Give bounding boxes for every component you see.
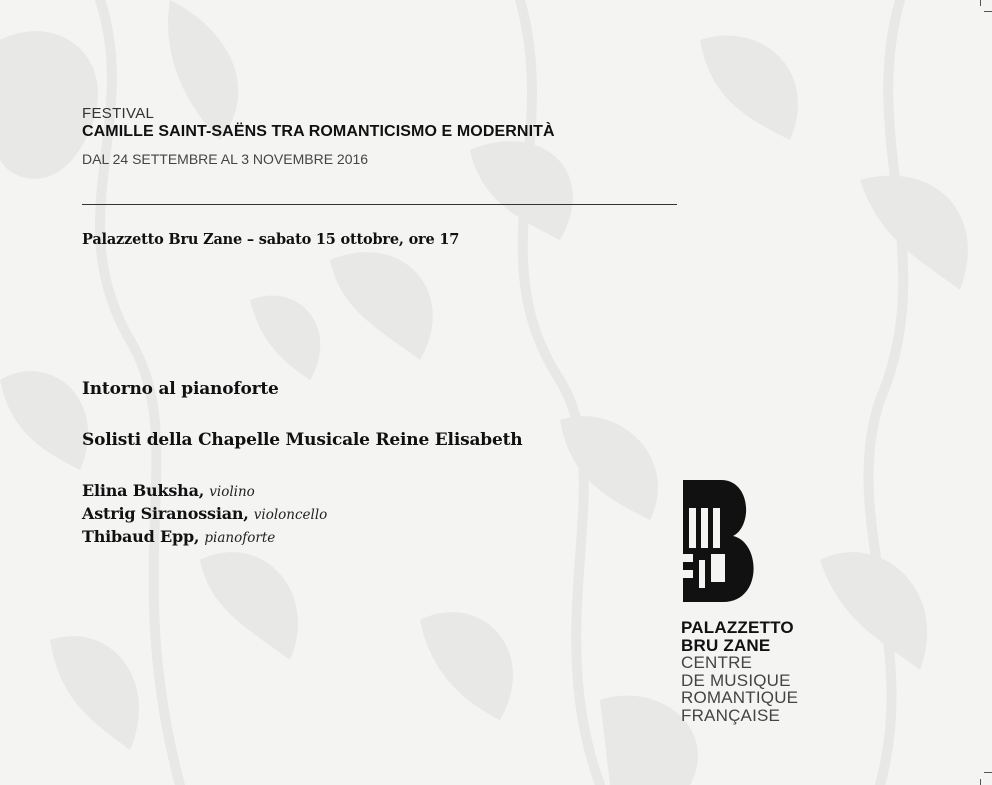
crop-mark-bottom: [980, 779, 981, 785]
performer-item: [82, 480, 327, 503]
performer-name: Elina Buksha,: [82, 481, 205, 500]
crop-mark-top: [980, 0, 981, 6]
festival-title: CAMILLE SAINT-SAËNS TRA ROMANTICISMO E MODERNITÀ: [82, 123, 555, 140]
logo-line-francaise: FRANÇAISE: [681, 705, 781, 725]
palazzetto-b-icon: [681, 480, 761, 602]
logo-line-de-musique: DE MUSIQUE: [681, 670, 791, 690]
performer-item: [82, 526, 327, 549]
performer-name: Astrig Siranossian,: [82, 504, 249, 523]
venue-date-line: Palazzetto Bru Zane – sabato 15 ottobre, ore 17: [82, 231, 460, 248]
logo-wordmark: [681, 619, 798, 724]
performer-item: [82, 503, 327, 526]
logo-line-centre: CENTRE: [681, 653, 753, 672]
performer-instrument: violino: [209, 484, 255, 500]
program-title: Intorno al pianoforte: [82, 379, 279, 399]
header-divider: [82, 204, 677, 205]
crop-mark-bottom-right: [984, 772, 992, 773]
logo-line-palazzetto: PALAZZETTO: [681, 618, 794, 637]
performer-name: Thibaud Epp,: [82, 527, 200, 546]
logo-line-bru-zane: BRU ZANE: [681, 635, 771, 655]
ensemble-name: Solisti della Chapelle Musicale Reine Elisabeth: [82, 430, 523, 450]
performer-instrument: pianoforte: [204, 530, 276, 546]
logo-line-romantique: ROMANTIQUE: [681, 688, 799, 707]
crop-mark-top-right: [984, 11, 992, 12]
festival-dates: DAL 24 SETTEMBRE AL 3 NOVEMBRE 2016: [82, 151, 369, 167]
performer-list: [82, 480, 327, 549]
performer-instrument: violoncello: [253, 507, 328, 523]
festival-label: FESTIVAL: [82, 105, 155, 122]
